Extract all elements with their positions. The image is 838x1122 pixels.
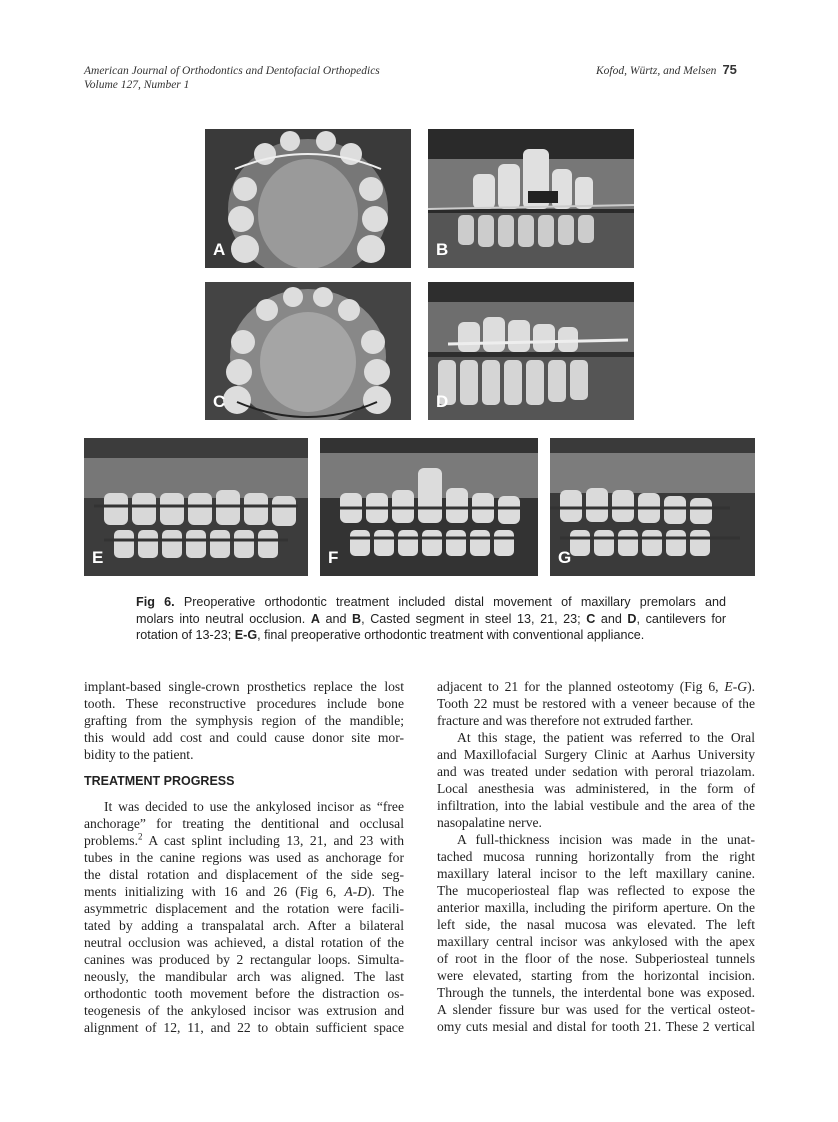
text-line: and was treated under sedation with peroral triazolam. — [437, 764, 755, 779]
page-number: 75 — [722, 62, 737, 77]
text-line: neutral occlusion was achieved, a distal rotation of the — [84, 935, 404, 950]
caption-text: and — [595, 611, 628, 626]
text-line: were elevated, starting from the horizontal incision. — [437, 968, 755, 983]
text-line — [84, 832, 404, 849]
caption-ref: D — [627, 611, 637, 626]
text-line: neously, the mandibular arch was aligned. The last — [84, 969, 404, 984]
caption-text: rotation of 13-23; — [136, 628, 235, 642]
text-line: Tooth 22 must be restored with a veneer because of the — [437, 696, 755, 711]
text-line: tooth. These reconstructive procedures include bone — [84, 696, 404, 711]
running-header-left — [84, 64, 380, 92]
caption-text: , cantilevers for — [636, 611, 727, 626]
caption-ref: B — [352, 611, 362, 626]
left-column — [84, 678, 404, 1036]
text-line: orthodontic tooth movement before the distraction os- — [84, 986, 404, 1001]
journal-volume: Volume 127, Number 1 — [84, 79, 190, 91]
text-line: this would add cost and could cause donor site mor- — [84, 730, 404, 745]
text-line: asymmetric displacement and the rotation were facili- — [84, 901, 404, 916]
caption-ref: C — [586, 611, 596, 626]
text-line: nasopalatine nerve. — [437, 815, 542, 830]
text: ). The — [367, 884, 404, 899]
text: problems. — [84, 833, 138, 848]
caption-ref: E-G — [234, 628, 258, 642]
text-line: grafting from the symphysis region of the mandible; — [84, 713, 404, 728]
right-column — [437, 678, 755, 1035]
panel-label-f: F — [328, 548, 339, 567]
text-line — [437, 678, 755, 695]
text-line: tached mucosa running horizontally from the right — [437, 849, 755, 864]
text-line: At this stage, the patient was referred to the Oral — [457, 730, 755, 745]
text-line: omy cuts mesial and distal for tooth 21. These 2 vertical — [437, 1019, 755, 1034]
caption-ref: A — [310, 611, 320, 626]
text-line: anterior maxilla, including the piriform aperture. On the — [437, 900, 755, 915]
text-line: Local anesthesia was administered, in the form of — [437, 781, 755, 796]
figure-caption — [136, 594, 726, 644]
caption-text: molars into neutral occlusion. — [136, 611, 311, 626]
caption-text: , final preoperative orthodontic treatment with conventional appliance. — [257, 628, 645, 642]
text-line: alignment of 12, 11, and 22 to obtain sufficient space — [84, 1020, 404, 1035]
citation[interactable]: 2 — [138, 831, 143, 842]
text-line: implant-based single-crown prosthetics replace the lost — [84, 679, 404, 694]
section-heading: TREATMENT PROGRESS — [84, 774, 235, 788]
text-line: It was decided to use the ankylosed incisor as “free — [104, 799, 404, 814]
figure-ref: E-G — [724, 679, 748, 694]
caption-text: and — [319, 611, 353, 626]
authors: Kofod, Würtz, and Melsen — [596, 65, 717, 77]
text-line — [84, 883, 404, 900]
text-line: bidity to the patient. — [84, 747, 194, 762]
panel-label-a: A — [213, 240, 226, 259]
text-line: left side, the nasal mucosa was elevated. The left — [437, 917, 755, 932]
text-line: A slender fissure bur was used for the vertical osteot- — [437, 1002, 755, 1017]
text-line: and Maxillofacial Surgery Clinic at Aarhus University — [437, 747, 755, 762]
figure-ref: A-D — [344, 884, 368, 899]
text-line: maxillary central incisor was ankylosed with the apex — [437, 934, 755, 949]
journal-title: American Journal of Orthodontics and Dentofacial Orthopedics — [84, 65, 380, 77]
text: adjacent to 21 for the planned osteotomy (Fig 6, — [437, 679, 725, 694]
text-line: canines was produced by 2 rectangular loops. Simulta- — [84, 952, 404, 967]
panel-label-g: G — [558, 548, 572, 567]
text-line: maxillary lateral incisor to the left maxillary canine. — [437, 866, 755, 881]
figure-panel-b — [428, 129, 634, 268]
caption-label: Fig 6. — [136, 595, 175, 609]
figure-panel-g — [550, 438, 755, 576]
text: ments initializing with 16 and 26 (Fig 6, — [84, 884, 345, 899]
caption-text: , Casted segment in steel 13, 21, 23; — [361, 611, 587, 626]
figure-panel-c — [205, 282, 411, 420]
caption-text: Preoperative orthodontic treatment included distal movement of maxillary premolars and — [174, 595, 726, 609]
text-line: of root in the floor of the nose. Subperiosteal tunnels — [437, 951, 755, 966]
panel-label-e: E — [92, 548, 104, 567]
text-line: teogenesis of the ankylosed incisor was extrusion and — [84, 1003, 404, 1018]
panel-label-d: D — [436, 392, 449, 411]
panel-label-b: B — [436, 240, 449, 259]
figure-panel-d — [428, 282, 634, 420]
figure-panel-a — [205, 129, 411, 268]
text-line: fracture and was therefore not extruded farther. — [437, 713, 694, 728]
figure-panel-f — [320, 438, 538, 576]
text-line: A full-thickness incision was made in the unat- — [457, 832, 755, 847]
text-line: anchorage” for treating the dentitional and occlusal — [84, 816, 404, 831]
text-line: tated by adding a transpalatal arch. After a bilateral — [84, 918, 404, 933]
text-line: The mucoperiosteal flap was reflected to expose the — [437, 883, 755, 898]
text-line: Through the tunnels, the interdental bone was exposed. — [437, 985, 755, 1000]
text-line: the distal rotation and displacement of the side seg- — [84, 867, 404, 882]
panel-label-c: C — [213, 392, 226, 411]
running-header-right — [596, 63, 737, 78]
text-line: tubes in the canine regions was used as anchorage for — [84, 850, 404, 865]
figure-panel-e — [84, 438, 308, 576]
text: A cast splint including 13, 21, and 23 with — [142, 833, 404, 848]
text: ). — [747, 679, 755, 694]
text-line: infiltration, into the labial vestibule and the area of the — [437, 798, 755, 813]
